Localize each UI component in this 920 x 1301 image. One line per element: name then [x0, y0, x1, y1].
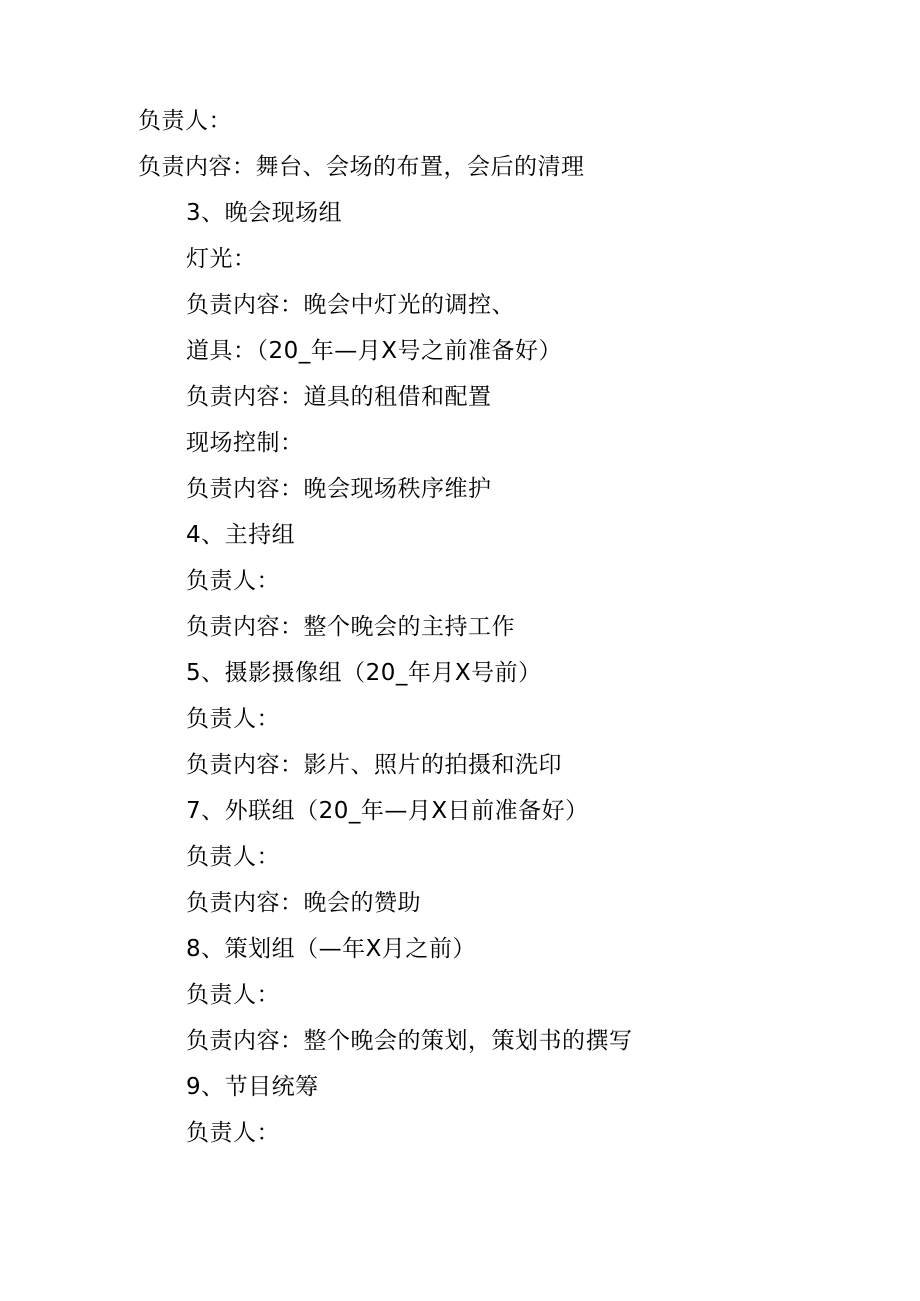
text-line-responsibility: 负责内容：舞台、会场的布置，会后的清理 [138, 154, 585, 180]
section-heading-venue-group: 3、晚会现场组 [186, 200, 343, 226]
text-line-responsible-person: 负责人： [186, 982, 280, 1008]
text-line-responsible-person: 负责人： [186, 844, 280, 870]
section-heading-program-coordination: 9、节目统筹 [186, 1074, 319, 1100]
text-line-responsible-person: 负责人： [186, 706, 280, 732]
text-line-responsibility: 负责内容：晚会的赞助 [186, 890, 421, 916]
text-line-responsible-person: 负责人： [186, 568, 280, 594]
text-line-responsibility: 负责内容：整个晚会的策划，策划书的撰写 [186, 1028, 633, 1054]
section-heading-host-group: 4、主持组 [186, 522, 296, 548]
text-line-responsible-person: 负责人： [138, 108, 232, 134]
text-line-responsibility: 负责内容：整个晚会的主持工作 [186, 614, 515, 640]
text-line-responsibility: 负责内容：道具的租借和配置 [186, 384, 492, 410]
section-heading-photo-group: 5、摄影摄像组（20_年月X号前） [186, 660, 542, 686]
section-heading-planning-group: 8、策划组（—年X月之前） [186, 936, 476, 962]
text-line-site-control: 现场控制： [186, 430, 304, 456]
text-line-responsible-person: 负责人： [186, 1120, 280, 1146]
section-heading-outreach-group: 7、外联组（20_年—月X日前准备好） [186, 798, 589, 824]
text-line-responsibility: 负责内容：晚会中灯光的调控、 [186, 292, 515, 318]
text-line-responsibility: 负责内容：晚会现场秩序维护 [186, 476, 492, 502]
text-line-lighting: 灯光： [186, 246, 257, 272]
text-line-responsibility: 负责内容：影片、照片的拍摄和洗印 [186, 752, 562, 778]
text-line-props: 道具：（20_年—月X号之前准备好） [186, 338, 563, 364]
